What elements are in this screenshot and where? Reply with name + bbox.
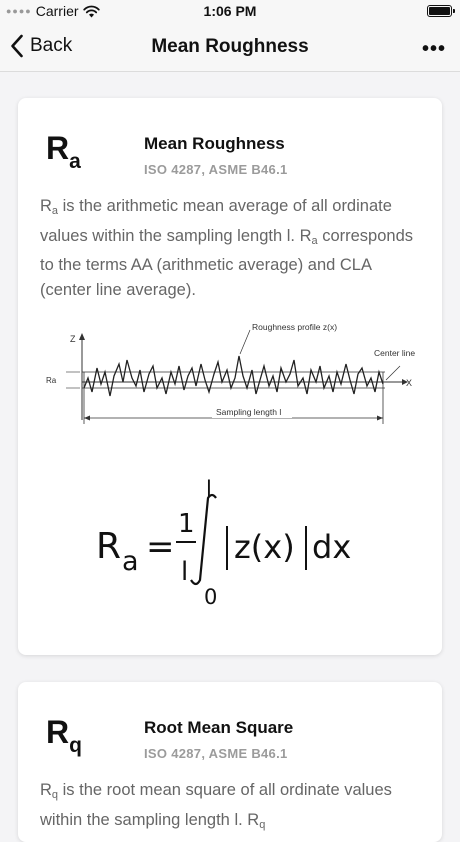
formula-denominator: l <box>181 557 189 587</box>
formula-equals: = <box>146 527 175 567</box>
formula-lhs-subscript: a <box>122 546 139 577</box>
desc-symbol: R <box>40 781 52 799</box>
parameter-symbol <box>46 714 82 758</box>
profile-label: Roughness profile z(x) <box>252 322 338 332</box>
carrier-label: Carrier <box>35 3 79 19</box>
ra-formula <box>78 476 378 609</box>
desc-text: is the root mean square of all ordinate values within the sampling length l. <box>40 781 392 829</box>
parameter-standards: ISO 4287, ASME B46.1 <box>144 162 288 177</box>
x-axis-label: X <box>406 378 413 388</box>
status-bar <box>0 0 460 22</box>
desc-subscript: q <box>259 818 266 831</box>
formula-differential: dx <box>312 528 352 566</box>
parameter-card-rq <box>18 682 442 842</box>
signal-icon: ●●●● <box>6 6 32 16</box>
desc-text: corresponds to the terms AA (arithmetic average) and CLA (center line average). <box>40 226 413 299</box>
symbol-letter: R <box>46 130 70 166</box>
parameter-description <box>40 194 424 302</box>
more-options-icon[interactable]: ••• <box>421 38 446 60</box>
desc-subscript: a <box>311 234 318 247</box>
parameter-standards: ISO 4287, ASME B46.1 <box>144 746 288 761</box>
page-title: Mean Roughness <box>151 36 309 57</box>
formula-lhs: R <box>96 526 122 567</box>
desc-symbol: R <box>299 226 312 245</box>
z-axis-label: Z <box>70 334 76 344</box>
parameter-description <box>40 778 424 837</box>
integral-sign <box>191 495 216 584</box>
battery-icon <box>427 5 452 17</box>
sampling-length-label: Sampling length l <box>216 407 282 417</box>
center-line-label: Center line <box>374 348 416 358</box>
symbol-subscript: q <box>69 734 82 757</box>
desc-symbol: R <box>40 197 52 215</box>
status-time: 1:06 PM <box>203 3 257 19</box>
formula-numerator: 1 <box>178 509 195 539</box>
back-label: Back <box>30 35 73 56</box>
roughness-profile-diagram <box>40 320 420 430</box>
parameter-title: Root Mean Square <box>144 718 294 737</box>
navigation-bar <box>0 22 460 72</box>
formula-integrand: z(x) <box>234 528 295 566</box>
integral-lower-limit: 0 <box>204 585 218 609</box>
integral-upper-limit: l <box>206 477 212 501</box>
desc-subscript: q <box>51 789 59 801</box>
desc-subscript: a <box>51 205 59 217</box>
symbol-subscript: a <box>69 150 81 173</box>
parameter-symbol <box>46 130 81 174</box>
desc-symbol: R <box>247 810 260 829</box>
parameter-title: Mean Roughness <box>144 134 285 153</box>
symbol-letter: R <box>46 714 70 750</box>
parameter-card-ra <box>18 98 442 655</box>
desc-text: is the arithmetic mean average of all ordinate values within the sampling length l. <box>40 197 392 245</box>
ra-label: Ra <box>46 376 57 385</box>
